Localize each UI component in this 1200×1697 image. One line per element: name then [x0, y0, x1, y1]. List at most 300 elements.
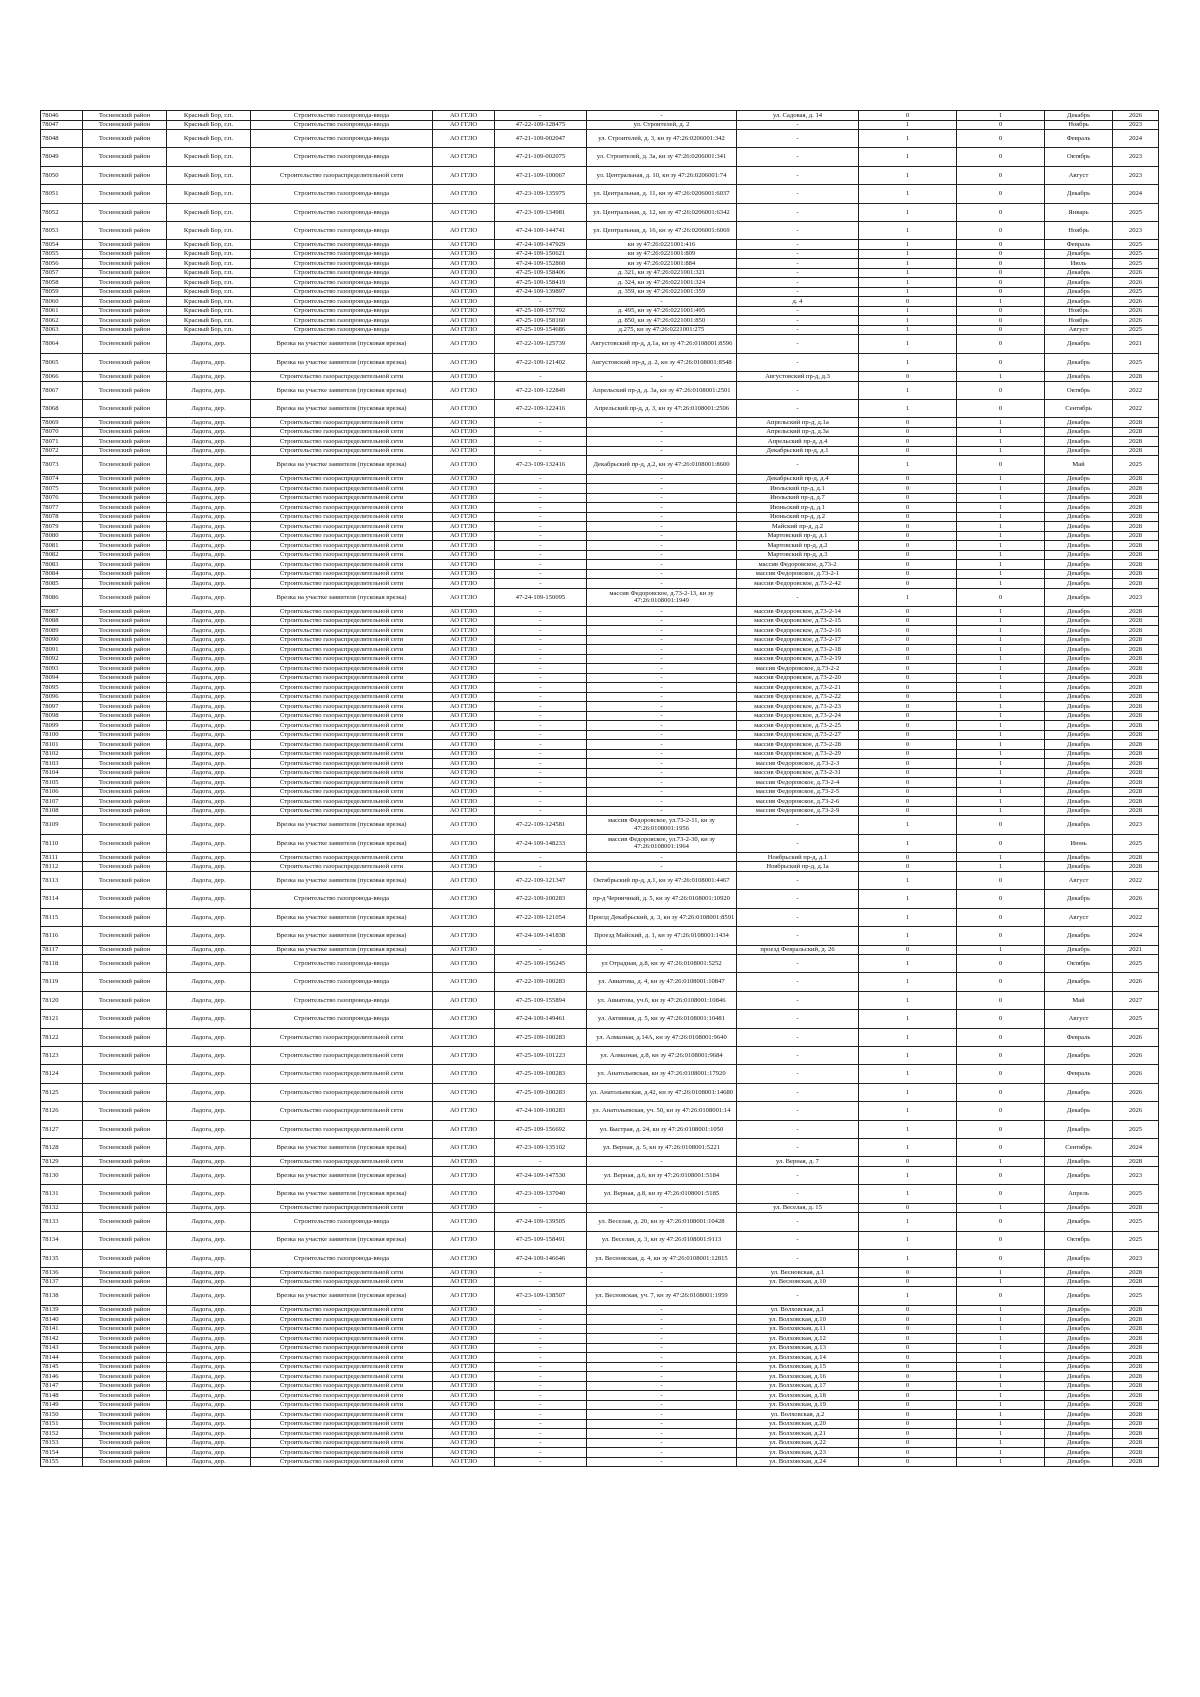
cell-cadastral-address: ул. Строителей, д. 3, кн зу 47:26:0206001:342 — [587, 130, 737, 148]
cell-district: Тосненский район — [83, 503, 167, 513]
cell-organization: АО ГГЛО — [433, 120, 495, 130]
cell-address: - — [737, 1083, 859, 1101]
cell-district: Тосненский район — [83, 381, 167, 399]
cell-year: 2023 — [1113, 221, 1159, 239]
cell-count-b: 1 — [957, 721, 1045, 731]
cell-count-b: 0 — [957, 1138, 1045, 1156]
cell-count-a: 0 — [859, 1457, 957, 1467]
cell-count-b: 0 — [957, 240, 1045, 250]
cell-year: 2028 — [1113, 778, 1159, 788]
table-row — [41, 1419, 1159, 1429]
cell-organization: АО ГГЛО — [433, 569, 495, 579]
cell-application-number: - — [495, 418, 587, 428]
cell-month: Декабрь — [1045, 493, 1113, 503]
cell-row-id: 78055 — [41, 249, 83, 259]
cell-cadastral-address: ул. Анатольевская, уч. 50, кн зу 47:26:0108001:14 — [587, 1102, 737, 1120]
cell-year: 2022 — [1113, 908, 1159, 926]
cell-count-a: 1 — [859, 120, 957, 130]
cell-month: Октябрь — [1045, 381, 1113, 399]
cell-count-a: 1 — [859, 1185, 957, 1203]
table-row — [41, 221, 1159, 239]
cell-address: Мартовский пр-д, д.1 — [737, 531, 859, 541]
cell-address: - — [737, 1102, 859, 1120]
cell-settlement: Красный Бор, г.п. — [167, 166, 251, 184]
cell-count-b: 1 — [957, 806, 1045, 816]
cell-settlement: Красный Бор, г.п. — [167, 306, 251, 316]
cell-organization: АО ГГЛО — [433, 927, 495, 945]
cell-month: Декабрь — [1045, 862, 1113, 872]
cell-address: ул. Волховская, д.10 — [737, 1315, 859, 1325]
cell-cadastral-address: - — [587, 654, 737, 664]
cell-month: Декабрь — [1045, 759, 1113, 769]
cell-cadastral-address: Проезд Майский, д. 1, кн зу 47:26:0108001:1434 — [587, 927, 737, 945]
cell-application-number: - — [495, 759, 587, 769]
cell-count-b: 1 — [957, 1343, 1045, 1353]
cell-settlement: Ладога, дер. — [167, 493, 251, 503]
cell-application-number: - — [495, 1419, 587, 1429]
cell-cadastral-address: - — [587, 664, 737, 674]
cell-count-a: 0 — [859, 1277, 957, 1287]
cell-application-number: 47-24-109-147530 — [495, 1166, 587, 1184]
cell-application-number: - — [495, 1334, 587, 1344]
cell-district: Тосненский район — [83, 550, 167, 560]
cell-district: Тосненский район — [83, 711, 167, 721]
cell-work-type: Строительство газораспределительной сети — [251, 673, 433, 683]
cell-district: Тосненский район — [83, 890, 167, 908]
cell-district: Тосненский район — [83, 702, 167, 712]
cell-year: 2025 — [1113, 1231, 1159, 1249]
cell-work-type: Врезка на участке заявителя (пусковая врезка) — [251, 1185, 433, 1203]
table-row — [41, 550, 1159, 560]
table-row — [41, 740, 1159, 750]
cell-work-type: Строительство газораспределительной сети — [251, 446, 433, 456]
cell-district: Тосненский район — [83, 1353, 167, 1363]
cell-work-type: Строительство газораспределительной сети — [251, 1203, 433, 1213]
table-row — [41, 1028, 1159, 1046]
table-row — [41, 973, 1159, 991]
cell-district: Тосненский район — [83, 1185, 167, 1203]
cell-count-b: 1 — [957, 579, 1045, 589]
cell-settlement: Ладога, дер. — [167, 626, 251, 636]
cell-organization: АО ГГЛО — [433, 588, 495, 606]
cell-work-type: Строительство газопровода-ввода — [251, 240, 433, 250]
cell-application-number: 47-22-109-100283 — [495, 890, 587, 908]
cell-cadastral-address: ул. Центральная, д. 11, кн зу 47:26:0206001:6037 — [587, 185, 737, 203]
cell-cadastral-address: - — [587, 1362, 737, 1372]
cell-row-id: 78149 — [41, 1400, 83, 1410]
cell-district: Тосненский район — [83, 1249, 167, 1267]
cell-settlement: Ладога, дер. — [167, 446, 251, 456]
cell-work-type: Строительство газораспределительной сети — [251, 616, 433, 626]
cell-organization: АО ГГЛО — [433, 316, 495, 326]
cell-work-type: Строительство газораспределительной сети — [251, 1028, 433, 1046]
cell-cadastral-address: Апрельский пр-д, д. 3а, кн зу 47:26:0108001:2501 — [587, 381, 737, 399]
cell-count-a: 0 — [859, 1268, 957, 1278]
cell-address: массив Федоровское, д.73-2-24 — [737, 711, 859, 721]
cell-settlement: Красный Бор, г.п. — [167, 120, 251, 130]
cell-cadastral-address: - — [587, 446, 737, 456]
table-row — [41, 503, 1159, 513]
cell-cadastral-address: - — [587, 1410, 737, 1420]
cell-application-number: 47-25-109-158419 — [495, 278, 587, 288]
cell-work-type: Строительство газораспределительной сети — [251, 787, 433, 797]
cell-address: - — [737, 203, 859, 221]
cell-work-type: Строительство газораспределительной сети — [251, 579, 433, 589]
cell-application-number: - — [495, 692, 587, 702]
table-row — [41, 862, 1159, 872]
cell-address: Декабрьский пр-д, д.1 — [737, 446, 859, 456]
cell-year: 2028 — [1113, 692, 1159, 702]
cell-district: Тосненский район — [83, 474, 167, 484]
table-row — [41, 1213, 1159, 1231]
cell-organization: АО ГГЛО — [433, 130, 495, 148]
cell-count-a: 0 — [859, 749, 957, 759]
cell-application-number: - — [495, 945, 587, 955]
cell-organization: АО ГГЛО — [433, 287, 495, 297]
cell-settlement: Ладога, дер. — [167, 616, 251, 626]
cell-address: Мартовский пр-д, д.2 — [737, 541, 859, 551]
cell-address: массив Федоровское, д.73-2-22 — [737, 692, 859, 702]
table-row — [41, 512, 1159, 522]
cell-settlement: Ладога, дер. — [167, 560, 251, 570]
cell-row-id: 78066 — [41, 372, 83, 382]
cell-count-b: 0 — [957, 120, 1045, 130]
cell-district: Тосненский район — [83, 1231, 167, 1249]
cell-year: 2023 — [1113, 166, 1159, 184]
cell-cadastral-address: - — [587, 1203, 737, 1213]
table-row — [41, 522, 1159, 532]
cell-row-id: 78065 — [41, 353, 83, 371]
cell-row-id: 78082 — [41, 550, 83, 560]
table-row — [41, 427, 1159, 437]
cell-settlement: Ладога, дер. — [167, 550, 251, 560]
cell-organization: АО ГГЛО — [433, 635, 495, 645]
cell-row-id: 78142 — [41, 1334, 83, 1344]
cell-row-id: 78063 — [41, 325, 83, 335]
cell-count-a: 0 — [859, 673, 957, 683]
cell-count-b: 1 — [957, 503, 1045, 513]
cell-cadastral-address: - — [587, 427, 737, 437]
cell-settlement: Ладога, дер. — [167, 512, 251, 522]
cell-count-a: 0 — [859, 427, 957, 437]
cell-work-type: Строительство газораспределительной сети — [251, 474, 433, 484]
cell-month: Декабрь — [1045, 1400, 1113, 1410]
table-row — [41, 418, 1159, 428]
cell-year: 2028 — [1113, 569, 1159, 579]
cell-month: Февраль — [1045, 130, 1113, 148]
cell-district: Тосненский район — [83, 259, 167, 269]
cell-count-b: 0 — [957, 1185, 1045, 1203]
cell-count-a: 0 — [859, 759, 957, 769]
cell-count-b: 1 — [957, 512, 1045, 522]
table-row — [41, 1120, 1159, 1138]
cell-address: - — [737, 955, 859, 973]
cell-row-id: 78096 — [41, 692, 83, 702]
cell-row-id: 78059 — [41, 287, 83, 297]
cell-count-a: 0 — [859, 531, 957, 541]
cell-application-number: - — [495, 1203, 587, 1213]
cell-count-a: 0 — [859, 474, 957, 484]
cell-district: Тосненский район — [83, 1324, 167, 1334]
cell-application-number: - — [495, 1448, 587, 1458]
cell-month: Декабрь — [1045, 1277, 1113, 1287]
cell-district: Тосненский район — [83, 306, 167, 316]
cell-count-a: 1 — [859, 203, 957, 221]
cell-cadastral-address: - — [587, 437, 737, 447]
cell-month: Декабрь — [1045, 1438, 1113, 1448]
cell-settlement: Ладога, дер. — [167, 1362, 251, 1372]
cell-settlement: Ладога, дер. — [167, 816, 251, 834]
cell-row-id: 78119 — [41, 973, 83, 991]
cell-cadastral-address: - — [587, 730, 737, 740]
cell-application-number: - — [495, 474, 587, 484]
cell-year: 2026 — [1113, 1065, 1159, 1083]
cell-address: - — [737, 268, 859, 278]
cell-year: 2023 — [1113, 588, 1159, 606]
cell-cadastral-address: - — [587, 1334, 737, 1344]
cell-settlement: Ладога, дер. — [167, 768, 251, 778]
cell-count-a: 1 — [859, 316, 957, 326]
cell-year: 2028 — [1113, 1324, 1159, 1334]
cell-settlement: Ладога, дер. — [167, 664, 251, 674]
cell-year: 2028 — [1113, 607, 1159, 617]
cell-cadastral-address: ул. Весновская, д. 4, кн зу 47:26:0108001:12815 — [587, 1249, 737, 1267]
cell-year: 2028 — [1113, 1457, 1159, 1467]
cell-month: Декабрь — [1045, 185, 1113, 203]
cell-application-number: - — [495, 531, 587, 541]
cell-month: Октябрь — [1045, 1231, 1113, 1249]
cell-year: 2025 — [1113, 456, 1159, 474]
cell-address: ул. Волховская, д.11 — [737, 1324, 859, 1334]
cell-year: 2028 — [1113, 721, 1159, 731]
cell-year: 2026 — [1113, 973, 1159, 991]
cell-organization: АО ГГЛО — [433, 730, 495, 740]
cell-application-number: - — [495, 664, 587, 674]
cell-year: 2028 — [1113, 673, 1159, 683]
cell-organization: АО ГГЛО — [433, 185, 495, 203]
cell-row-id: 78131 — [41, 1185, 83, 1203]
cell-count-a: 0 — [859, 446, 957, 456]
cell-work-type: Строительство газораспределительной сети — [251, 749, 433, 759]
cell-settlement: Ладога, дер. — [167, 778, 251, 788]
cell-year: 2023 — [1113, 1166, 1159, 1184]
cell-row-id: 78152 — [41, 1429, 83, 1439]
cell-year: 2025 — [1113, 1120, 1159, 1138]
cell-year: 2025 — [1113, 353, 1159, 371]
cell-count-a: 1 — [859, 1213, 957, 1231]
cell-row-id: 78138 — [41, 1287, 83, 1305]
cell-work-type: Строительство газораспределительной сети — [251, 427, 433, 437]
cell-count-b: 1 — [957, 945, 1045, 955]
cell-settlement: Ладога, дер. — [167, 834, 251, 852]
cell-district: Тосненский район — [83, 1287, 167, 1305]
cell-count-b: 1 — [957, 418, 1045, 428]
cell-cadastral-address: - — [587, 1353, 737, 1363]
cell-count-b: 1 — [957, 1315, 1045, 1325]
cell-application-number: 47-25-109-158491 — [495, 1231, 587, 1249]
cell-work-type: Строительство газораспределительной сети — [251, 437, 433, 447]
cell-month: Декабрь — [1045, 1315, 1113, 1325]
cell-row-id: 78108 — [41, 806, 83, 816]
cell-address: Апрельский пр-д, д.1а — [737, 418, 859, 428]
cell-work-type: Строительство газопровода-ввода — [251, 991, 433, 1009]
cell-count-b: 1 — [957, 749, 1045, 759]
cell-count-b: 1 — [957, 626, 1045, 636]
cell-cadastral-address: Декабрьский пр-д, д.2, кн зу 47:26:0108001:8600 — [587, 456, 737, 474]
cell-address: Ноябрьский пр-д, д.1а — [737, 862, 859, 872]
cell-district: Тосненский район — [83, 816, 167, 834]
cell-year: 2028 — [1113, 683, 1159, 693]
cell-application-number: - — [495, 1324, 587, 1334]
table-row — [41, 702, 1159, 712]
cell-count-a: 1 — [859, 259, 957, 269]
cell-district: Тосненский район — [83, 1400, 167, 1410]
table-row — [41, 852, 1159, 862]
cell-work-type: Строительство газопровода-ввода — [251, 316, 433, 326]
cell-district: Тосненский район — [83, 759, 167, 769]
cell-month: Декабрь — [1045, 503, 1113, 513]
cell-settlement: Красный Бор, г.п. — [167, 111, 251, 121]
cell-year: 2028 — [1113, 1343, 1159, 1353]
cell-count-a: 1 — [859, 1249, 957, 1267]
table-row — [41, 579, 1159, 589]
cell-organization: АО ГГЛО — [433, 1305, 495, 1315]
cell-district: Тосненский район — [83, 493, 167, 503]
cell-cadastral-address: - — [587, 692, 737, 702]
table-row — [41, 166, 1159, 184]
table-row — [41, 353, 1159, 371]
cell-row-id: 78114 — [41, 890, 83, 908]
cell-row-id: 78057 — [41, 268, 83, 278]
cell-application-number: - — [495, 1315, 587, 1325]
table-row — [41, 1046, 1159, 1064]
cell-cadastral-address: массив Федоровское, ул.73-2-30, кн зу 47:26:0108001:1964 — [587, 834, 737, 852]
cell-district: Тосненский район — [83, 325, 167, 335]
cell-organization: АО ГГЛО — [433, 908, 495, 926]
cell-cadastral-address: д. 321, кн зу 47:26:0221001:321 — [587, 268, 737, 278]
cell-settlement: Ладога, дер. — [167, 1429, 251, 1439]
cell-cadastral-address: - — [587, 635, 737, 645]
cell-year: 2025 — [1113, 240, 1159, 250]
cell-settlement: Ладога, дер. — [167, 683, 251, 693]
cell-year: 2028 — [1113, 522, 1159, 532]
cell-count-b: 0 — [957, 1046, 1045, 1064]
cell-row-id: 78071 — [41, 437, 83, 447]
cell-address: Июньский пр-д, д.2 — [737, 512, 859, 522]
table-row — [41, 1315, 1159, 1325]
cell-month: Декабрь — [1045, 778, 1113, 788]
table-row — [41, 711, 1159, 721]
cell-address: - — [737, 353, 859, 371]
cell-month: Август — [1045, 166, 1113, 184]
cell-organization: АО ГГЛО — [433, 991, 495, 1009]
cell-organization: АО ГГЛО — [433, 1391, 495, 1401]
cell-address: - — [737, 1166, 859, 1184]
cell-address: массив Федоровское, д.73-2-5 — [737, 787, 859, 797]
cell-organization: АО ГГЛО — [433, 616, 495, 626]
cell-district: Тосненский район — [83, 1448, 167, 1458]
cell-address: массив Федоровское, д.73-2-6 — [737, 797, 859, 807]
cell-count-b: 1 — [957, 862, 1045, 872]
cell-organization: АО ГГЛО — [433, 1343, 495, 1353]
cell-settlement: Ладога, дер. — [167, 991, 251, 1009]
cell-district: Тосненский район — [83, 560, 167, 570]
cell-application-number: 47-23-109-138507 — [495, 1287, 587, 1305]
cell-work-type: Строительство газораспределительной сети — [251, 484, 433, 494]
cell-organization: АО ГГЛО — [433, 945, 495, 955]
cell-organization: АО ГГЛО — [433, 1028, 495, 1046]
cell-address: - — [737, 148, 859, 166]
cell-month: Декабрь — [1045, 1083, 1113, 1101]
cell-month: Декабрь — [1045, 1343, 1113, 1353]
cell-address: ул. Волховская, д.15 — [737, 1362, 859, 1372]
cell-application-number: - — [495, 484, 587, 494]
table-row — [41, 692, 1159, 702]
cell-application-number: 47-22-109-100283 — [495, 973, 587, 991]
cell-application-number: - — [495, 550, 587, 560]
table-row — [41, 400, 1159, 418]
cell-month: Октябрь — [1045, 148, 1113, 166]
cell-count-b: 1 — [957, 1372, 1045, 1382]
cell-count-a: 0 — [859, 654, 957, 664]
cell-count-a: 0 — [859, 730, 957, 740]
cell-organization: АО ГГЛО — [433, 702, 495, 712]
cell-count-b: 0 — [957, 816, 1045, 834]
cell-settlement: Ладога, дер. — [167, 1419, 251, 1429]
cell-organization: АО ГГЛО — [433, 1438, 495, 1448]
cell-row-id: 78058 — [41, 278, 83, 288]
cell-row-id: 78141 — [41, 1324, 83, 1334]
cell-count-a: 0 — [859, 645, 957, 655]
cell-month: Декабрь — [1045, 1419, 1113, 1429]
cell-organization: АО ГГЛО — [433, 1046, 495, 1064]
cell-month: Декабрь — [1045, 806, 1113, 816]
cell-settlement: Ладога, дер. — [167, 862, 251, 872]
cell-cadastral-address: ул. Центральная, д. 10, кн зу 47:26:0206001:74 — [587, 166, 737, 184]
cell-settlement: Ладога, дер. — [167, 1438, 251, 1448]
cell-work-type: Строительство газопровода-ввода — [251, 1249, 433, 1267]
cell-row-id: 78106 — [41, 787, 83, 797]
cell-settlement: Ладога, дер. — [167, 1324, 251, 1334]
table-row — [41, 1410, 1159, 1420]
cell-work-type: Строительство газораспределительной сети — [251, 626, 433, 636]
cell-district: Тосненский район — [83, 1203, 167, 1213]
table-row — [41, 945, 1159, 955]
cell-count-a: 0 — [859, 372, 957, 382]
cell-settlement: Ладога, дер. — [167, 1334, 251, 1344]
cell-organization: АО ГГЛО — [433, 1166, 495, 1184]
cell-address: ул. Волховская, д.14 — [737, 1353, 859, 1363]
cell-month: Декабрь — [1045, 484, 1113, 494]
cell-row-id: 78094 — [41, 673, 83, 683]
cell-settlement: Красный Бор, г.п. — [167, 259, 251, 269]
cell-year: 2028 — [1113, 1429, 1159, 1439]
cell-work-type: Строительство газопровода-ввода — [251, 287, 433, 297]
cell-cadastral-address: - — [587, 372, 737, 382]
cell-cadastral-address: ул. Алмазная, д.14А, кн зу 47:26:0108001:9640 — [587, 1028, 737, 1046]
cell-row-id: 78083 — [41, 560, 83, 570]
cell-district: Тосненский район — [83, 335, 167, 353]
cell-organization: АО ГГЛО — [433, 787, 495, 797]
cell-organization: АО ГГЛО — [433, 474, 495, 484]
cell-cadastral-address: - — [587, 945, 737, 955]
cell-count-b: 0 — [957, 834, 1045, 852]
cell-count-b: 0 — [957, 890, 1045, 908]
cell-application-number: - — [495, 711, 587, 721]
cell-year: 2026 — [1113, 306, 1159, 316]
cell-settlement: Ладога, дер. — [167, 579, 251, 589]
cell-year: 2028 — [1113, 1448, 1159, 1458]
